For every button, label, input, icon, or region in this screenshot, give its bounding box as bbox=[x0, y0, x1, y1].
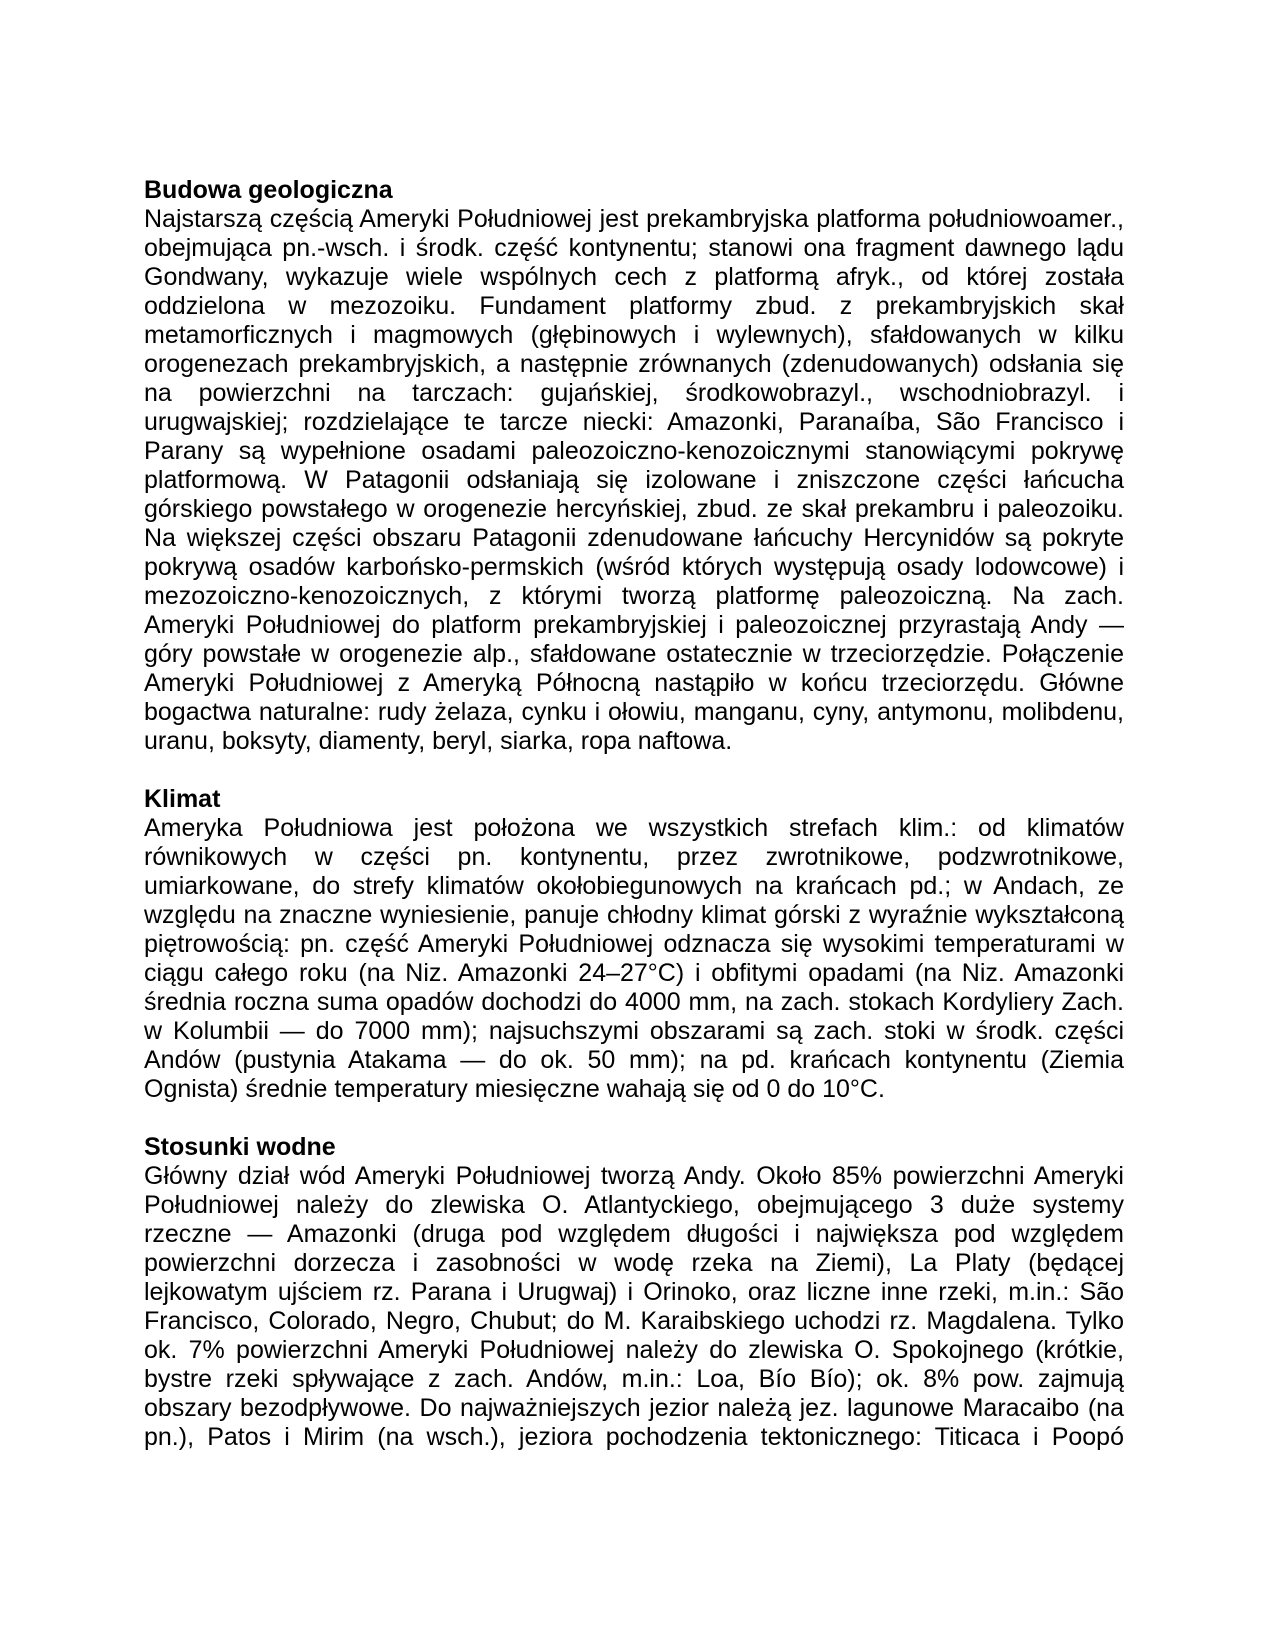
section-paragraph-stosunki-wodne: Główny dział wód Ameryki Południowej tworzą Andy. Około 85% powierzchni Ameryki Południowej należy do zlewiska O. Atlantyckiego, obejmującego 3 duże systemy rzeczne — Amazonki (druga pod względem długości i największa pod względem powierzchni dorzecza i zasobności w wodę rzeka na Ziemi), La Platy (będącej lejkowatym ujściem rz. Parana i Urugwaj) i Orinoko, oraz liczne inne rzeki, m.in.: São Francisco, Colorado, Negro, Chubut; do M. Karaibskiego uchodzi rz. Magdalena. Tylko ok. 7% powierzchni Ameryki Południowej należy do zlewiska O. Spokojnego (krótkie, bystre rzeki spływające z zach. Andów, m.in.: Loa, Bío Bío); ok. 8% pow. zajmują obszary bezodpływowe. Do najważniejszych jezior należą jez. lagunowe Maracaibo (na pn.), Patos i Mirim (na wsch.), jeziora pochodzenia tektonicznego: Titicaca i Poopó bbox=[144, 1162, 1124, 1451]
section-stosunki-wodne bbox=[144, 1133, 1124, 1452]
section-heading-klimat: Klimat bbox=[144, 785, 221, 813]
section-heading-stosunki-wodne: Stosunki wodne bbox=[144, 1133, 336, 1161]
section-paragraph-budowa-geologiczna: Najstarszą częścią Ameryki Południowej jest prekambryjska platforma południowoamer., obejmująca pn.-wsch. i środk. część kontynentu; stanowi ona fragment dawnego lądu Gondwany, wykazuje wiele wspólnych cech z platformą afryk., od której została oddzielona w mezozoiku. Fundament platformy zbud. z prekambryjskich skał metamorficznych i magmowych (głębinowych i wylewnych), sfałdowanych w kilku orogenezach prekambryjskich, a następnie zrównanych (zdenudowanych) odsłania się na powierzchni na tarczach: gujańskiej, środkowobrazyl., wschodniobrazyl. i urugwajskiej; rozdzielające te tarcze niecki: Amazonki, Paranaíba, São Francisco i Parany są wypełnione osadami paleozoiczno-kenozoicznymi stanowiącymi pokrywę platformową. W Patagonii odsłaniają się izolowane i zniszczone części łańcucha górskiego powstałego w orogenezie hercyńskiej, zbud. ze skał prekambru i paleozoiku. Na większej części obszaru Patagonii zdenudowane łańcuchy Hercynidów są pokryte pokrywą osadów karbońsko-permskich (wśród których występują osady lodowcowe) i mezozoiczno-kenozoicznych, z którymi tworzą platformę paleozoiczną. Na zach. Ameryki Południowej do platform prekambryjskiej i paleozoicznej przyrastają Andy — góry powstałe w orogenezie alp., sfałdowane ostatecznie w trzeciorzędzie. Połączenie Ameryki Południowej z Ameryką Północną nastąpiło w końcu trzeciorzędu. Główne bogactwa naturalne: rudy żelaza, cynku i ołowiu, manganu, cyny, antymonu, molibdenu, uranu, boksyty, diamenty, beryl, siarka, ropa naftowa. bbox=[144, 205, 1124, 755]
section-heading-budowa-geologiczna: Budowa geologiczna bbox=[144, 176, 393, 204]
section-klimat bbox=[144, 785, 1124, 1104]
section-paragraph-klimat: Ameryka Południowa jest położona we wszystkich strefach klim.: od klimatów równikowych w części pn. kontynentu, przez zwrotnikowe, podzwrotnikowe, umiarkowane, do strefy klimatów okołobiegunowych na krańcach pd.; w Andach, ze względu na znaczne wyniesienie, panuje chłodny klimat górski z wyraźnie wykształconą piętrowością: pn. część Ameryki Południowej odznacza się wysokimi temperaturami w ciągu całego roku (na Niz. Amazonki 24–27°C) i obfitymi opadami (na Niz. Amazonki średnia roczna suma opadów dochodzi do 4000 mm, na zach. stokach Kordyliery Zach. w Kolumbii — do 7000 mm); najsuchszymi obszarami są zach. stoki w środk. części Andów (pustynia Atakama — do ok. 50 mm); na pd. krańcach kontynentu (Ziemia Ognista) średnie temperatury miesięczne wahają się od 0 do 10°C. bbox=[144, 814, 1124, 1103]
document-content bbox=[144, 176, 1124, 1452]
section-budowa-geologiczna bbox=[144, 176, 1124, 756]
